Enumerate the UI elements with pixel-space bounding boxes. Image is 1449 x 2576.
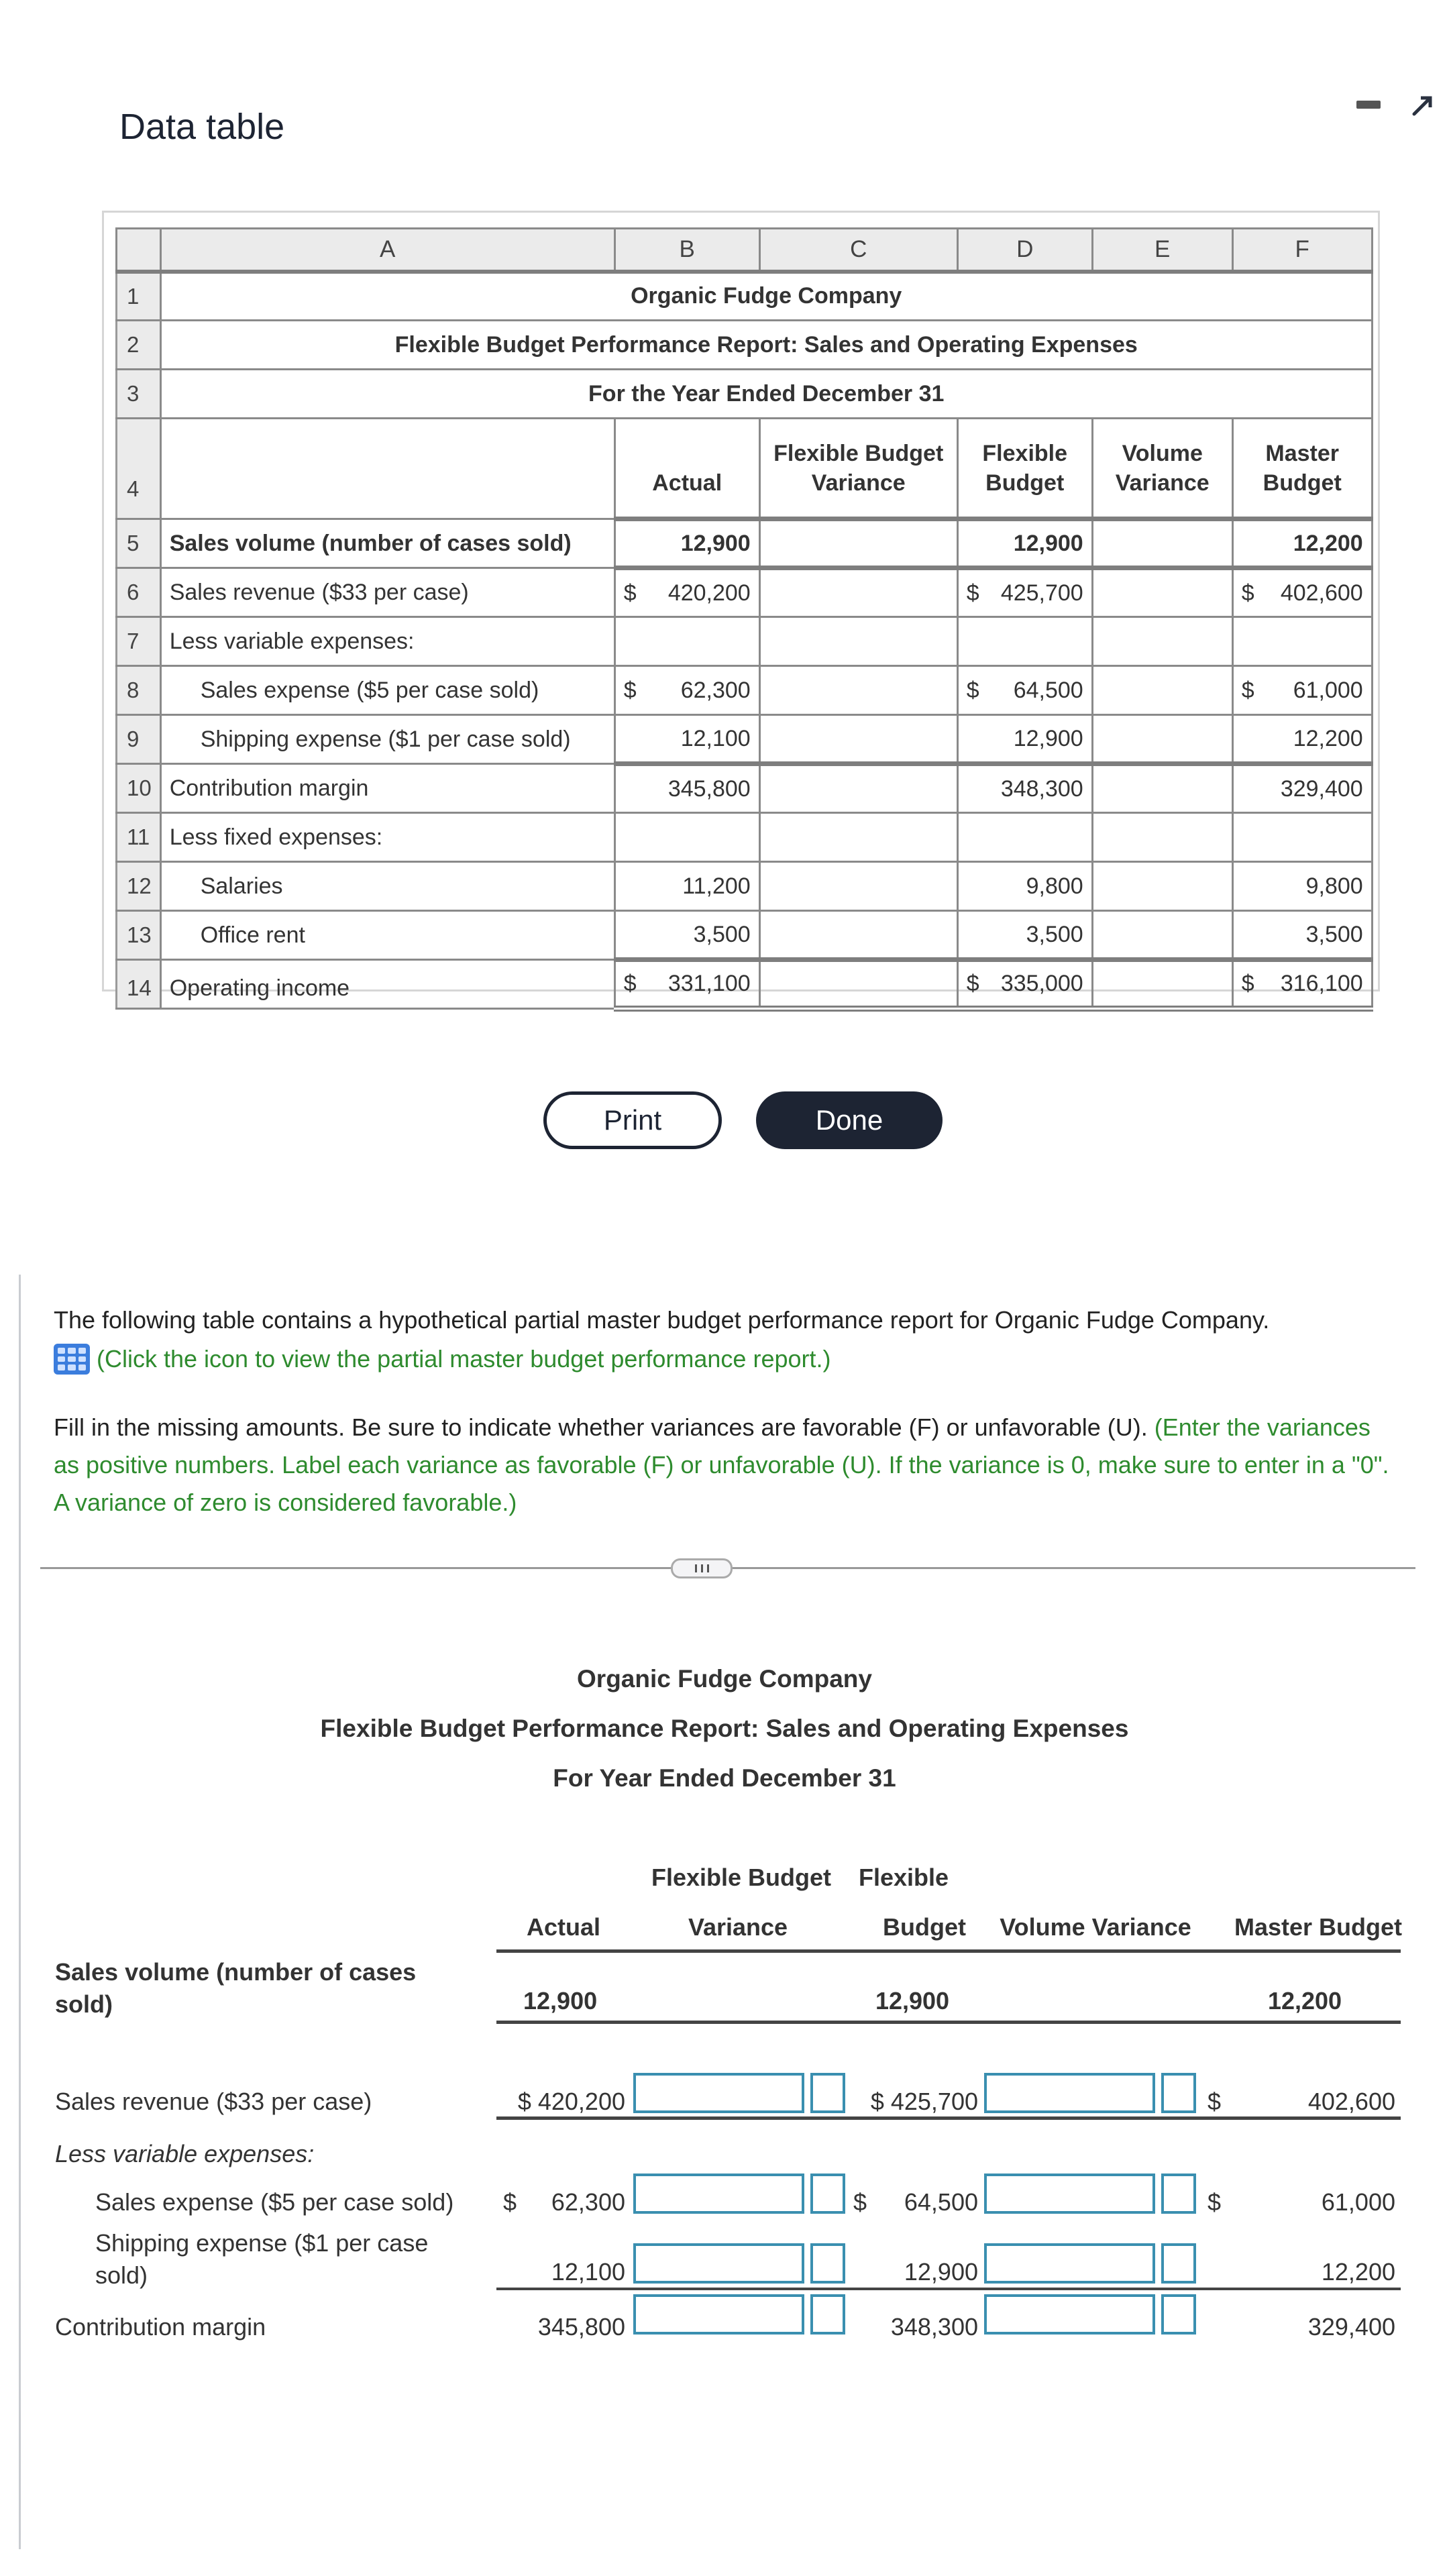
cell-flexible: 12,900 [957,715,1092,764]
cell-master: 9,800 [1232,862,1372,911]
minimize-icon[interactable] [1356,101,1381,109]
row-number: 1 [117,272,161,321]
table-grid-icon[interactable] [54,1344,90,1375]
header-fbv-line1: Flexible Budget [651,1864,832,1891]
vv-sales-revenue-fu-input[interactable] [1161,2073,1196,2113]
row-label: Less fixed expenses: [160,813,614,862]
view-report-link[interactable] [54,1340,1395,1378]
master-contribution-margin: 329,400 [1307,2313,1395,2341]
row-underline [496,2021,1401,2024]
cell-flexible: 9,800 [957,862,1092,911]
cell-master: 329,400 [1232,764,1372,813]
vv-shipping-expense-fu-input[interactable] [1161,2243,1196,2284]
row-label: Sales volume (number of cases sold) [160,519,614,568]
question-instructions: Fill in the missing amounts. Be sure to indicate whether variances are favorable (F) or unfavorable (U). (Enter the variances as positive numbers. Label each variance as favorable (F) or unfavorable (U). If the variance is 0, make sure to enter in a "0". A variance of zero is considered favorable.) [54,1413,1389,1516]
question-intro: The following table contains a hypothetical partial master budget performance report for Organic Fudge Company. [54,1306,1270,1334]
table-row [117,519,1373,568]
table-row [117,666,1373,715]
column-header-c: C [759,229,957,272]
header-underline [496,1949,1401,1953]
cell-flexible: 348,300 [957,764,1092,813]
cell-flexible: $ 64,500 [957,666,1092,715]
row-label: Sales revenue ($33 per case) [160,568,614,617]
fbv-contribution-margin-fu-input[interactable] [810,2294,845,2334]
cell-master: $ 61,000 [1232,666,1372,715]
flex-shipping-expense: 12,900 [904,2258,978,2286]
divider-drag-handle[interactable] [671,1558,733,1578]
row-number: 5 [117,519,161,568]
header-fb-line2: Budget [883,1913,966,1941]
fbv-contribution-margin-input[interactable] [633,2294,804,2334]
view-report-link-text[interactable]: (Click the icon to view the partial master budget performance report.) [97,1345,831,1373]
row-number: 14 [117,960,161,1009]
print-button[interactable]: Print [543,1091,722,1149]
row-number: 11 [117,813,161,862]
table-row [117,617,1373,666]
actual-sales-volume: 12,900 [523,1987,598,2015]
table-row [117,960,1373,1009]
row-number: 10 [117,764,161,813]
left-border [19,1275,21,2549]
cell-actual: $ 331,100 [614,960,759,1009]
master-dollar-sign: $ [1208,2088,1222,2115]
report-title: Flexible Budget Performance Report: Sales and Operating Expenses [160,321,1372,370]
row-number: 12 [117,862,161,911]
actual-contribution-margin: 345,800 [537,2313,625,2341]
data-spreadsheet [115,227,1373,1012]
row-label-sales-volume: Sales volume (number of cases sold) [55,1958,417,2018]
table-row [117,764,1373,813]
header-volume-variance: Volume Variance [1000,1913,1191,1941]
row-number: 2 [117,321,161,370]
row-label: Contribution margin [160,764,614,813]
row-label: Shipping expense ($1 per case sold) [160,715,614,764]
report-period: For Year Ended December 31 [553,1764,896,1792]
column-header-e: E [1092,229,1232,272]
row-label: Salaries [160,862,614,911]
fbv-sales-expense-fu-input[interactable] [810,2174,845,2214]
column-header-a: A [160,229,614,272]
header-actual: Actual [526,1913,601,1941]
header-fb-line1: Flexible [859,1864,949,1891]
column-header-d: D [957,229,1092,272]
row-label-sales-expense: Sales expense ($5 per case sold) [95,2188,454,2216]
table-row [117,272,1373,321]
row-label-shipping-expense: Shipping expense ($1 per case sold) [95,2229,429,2289]
column-header-row [117,229,1373,272]
header-fbv-line2: Variance [688,1913,788,1941]
cell-master: $ 402,600 [1232,568,1372,617]
row-label-sales-revenue: Sales revenue ($33 per case) [55,2088,372,2115]
row-number: 4 [117,419,161,519]
vv-sales-expense-input[interactable] [984,2174,1155,2214]
report-company-name: Organic Fudge Company [577,1665,872,1693]
actual-dollar-sign: $ [503,2188,517,2216]
master-dollar-sign: $ [1208,2188,1222,2216]
vv-contribution-margin-fu-input[interactable] [1161,2294,1196,2334]
header-master-budget: Master Budget [1234,1913,1402,1941]
flex-sales-expense: 64,500 [904,2188,978,2216]
cell-actual: 345,800 [614,764,759,813]
cell-actual: $ 62,300 [614,666,759,715]
master-sales-volume: 12,200 [1267,1987,1342,2015]
row-number: 3 [117,370,161,419]
row-number: 9 [117,715,161,764]
row-label: Operating income [160,960,614,1009]
table-row [117,911,1373,960]
cell-flexible: $ 335,000 [957,960,1092,1009]
fbv-shipping-expense-fu-input[interactable] [810,2243,845,2284]
master-sales-expense: 61,000 [1321,2188,1395,2216]
report-period: For the Year Ended December 31 [160,370,1372,419]
row-label: Sales expense ($5 per case sold) [160,666,614,715]
vv-shipping-expense-input[interactable] [984,2243,1155,2284]
table-row [117,568,1373,617]
cell-master: 12,200 [1232,519,1372,568]
actual-sales-expense: 62,300 [551,2188,625,2216]
header-fb-variance: Flexible Budget Variance [759,419,957,519]
row-number: 13 [117,911,161,960]
corner-cell [117,229,161,272]
vv-contribution-margin-input[interactable] [984,2294,1155,2334]
header-volume-variance: Volume Variance [1092,419,1232,519]
report-title: Flexible Budget Performance Report: Sales and Operating Expenses [320,1715,1129,1742]
table-row [117,370,1373,419]
cell-flexible: 3,500 [957,911,1092,960]
header-master-budget: Master Budget [1232,419,1372,519]
cell-actual: 3,500 [614,911,759,960]
header-flexible-budget: Flexible Budget [957,419,1092,519]
cell-actual: 11,200 [614,862,759,911]
table-row [117,715,1373,764]
fbv-sales-expense-input[interactable] [633,2174,804,2214]
flex-dollar-sign: $ [853,2188,867,2216]
table-row [117,862,1373,911]
modal-title: Data table [119,107,285,147]
cell-actual: 12,100 [614,715,759,764]
cell-actual: 12,900 [614,519,759,568]
fbv-shipping-expense-input[interactable] [633,2243,804,2284]
vv-sales-expense-fu-input[interactable] [1161,2174,1196,2214]
fbv-sales-revenue-input[interactable] [633,2073,804,2113]
table-row [117,813,1373,862]
row-label: Less variable expenses: [160,617,614,666]
cell-master: 12,200 [1232,715,1372,764]
row-underline [496,2116,1401,2120]
expand-arrow-icon[interactable] [1409,93,1436,119]
fbv-sales-revenue-fu-input[interactable] [810,2073,845,2113]
table-row [117,321,1373,370]
company-name: Organic Fudge Company [160,272,1372,321]
row-number: 7 [117,617,161,666]
row-label-contribution-margin: Contribution margin [55,2313,266,2341]
table-row [117,419,1373,519]
done-button[interactable]: Done [756,1091,943,1149]
row-underline [496,2288,1401,2290]
row-label-less-variable: Less variable expenses: [55,2140,315,2167]
cell-master: $ 316,100 [1232,960,1372,1009]
header-actual: Actual [614,419,759,519]
flex-sales-volume: 12,900 [875,1987,950,2015]
master-sales-revenue: 402,600 [1307,2088,1395,2115]
master-shipping-expense: 12,200 [1321,2258,1395,2286]
column-header-f: F [1232,229,1372,272]
cell-actual: $ 420,200 [614,568,759,617]
vv-sales-revenue-input[interactable] [984,2073,1155,2113]
cell-flexible: 12,900 [957,519,1092,568]
row-number: 6 [117,568,161,617]
row-number: 8 [117,666,161,715]
actual-shipping-expense: 12,100 [551,2258,625,2286]
instruction-note: (Enter the variances as positive numbers. Label each variance as favorable (F) or unfavorable (U). If the variance is 0, make sure to enter in a "0". A variance of zero is considered favorable.) [54,1413,1389,1516]
row-label: Office rent [160,911,614,960]
cell-master: 3,500 [1232,911,1372,960]
flex-sales-revenue: $ 425,700 [870,2088,978,2115]
cell-flexible: $ 425,700 [957,568,1092,617]
column-header-b: B [614,229,759,272]
flex-contribution-margin: 348,300 [890,2313,978,2341]
actual-sales-revenue: $ 420,200 [517,2088,625,2115]
